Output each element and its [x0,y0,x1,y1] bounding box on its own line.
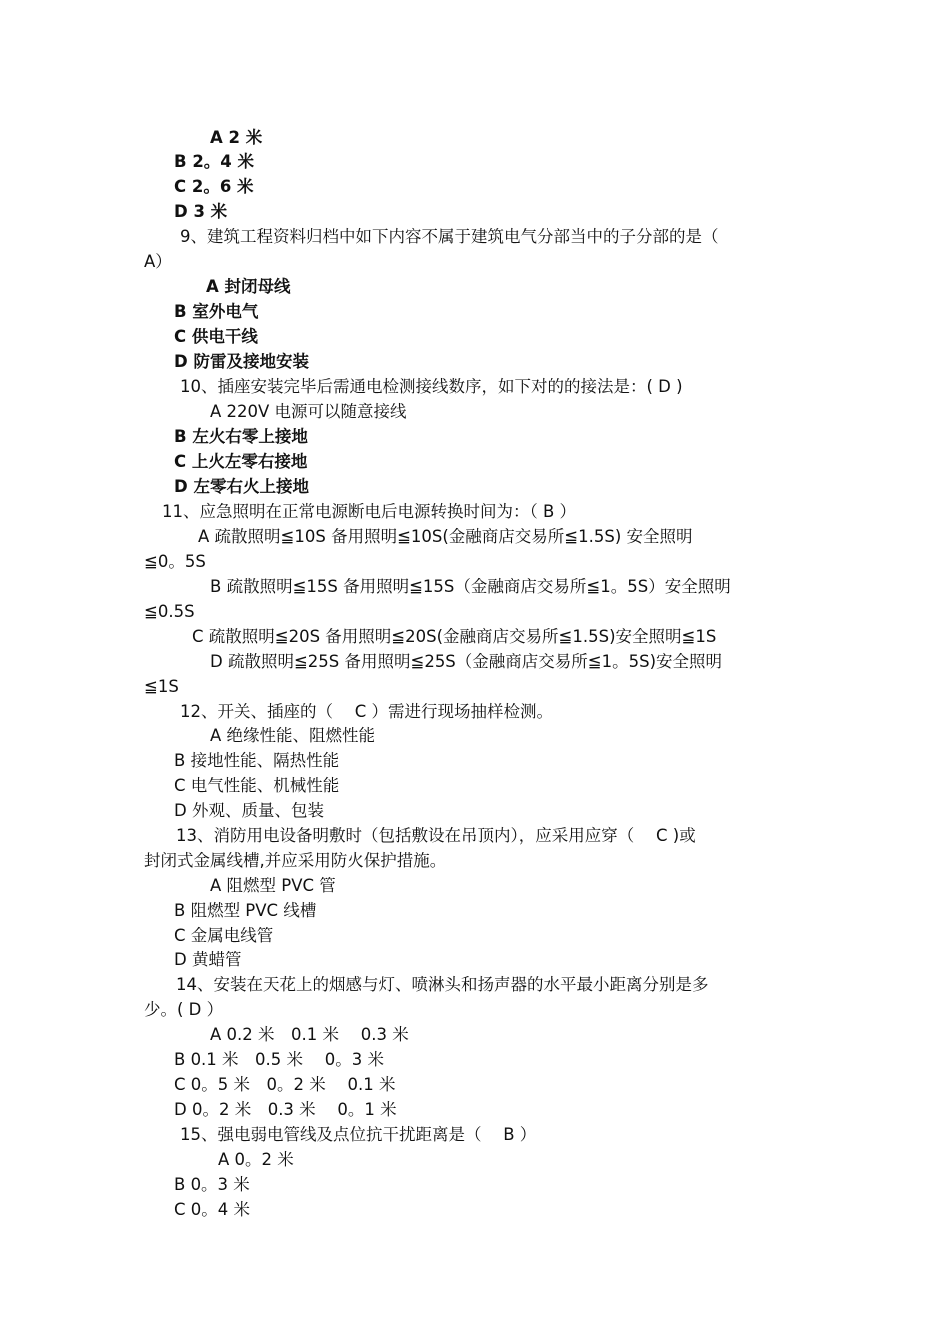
q12-option-d: D 外观、质量、包装 [174,801,324,820]
q13-option-a: A 阻燃型 PVC 管 [210,876,336,895]
q13-option-b: B 阻燃型 PVC 线槽 [174,901,317,920]
q9-question: 9、建筑工程资料归档中如下内容不属于建筑电气分部当中的子分部的是（ [180,227,719,246]
q11-option-c: C 疏散照明≦20S 备用照明≦20S(金融商店交易所≦1.5S)安全照明≦1S [192,627,717,646]
q10-option-b: B 左火右零上接地 [174,427,308,446]
q9-answer: A） [144,252,172,271]
q12-option-b: B 接地性能、隔热性能 [174,751,340,770]
q10-option-d: D 左零右火上接地 [174,477,309,496]
q13-option-c: C 金属电线管 [174,926,274,945]
q12-option-a: A 绝缘性能、阻燃性能 [210,726,376,745]
q15-option-b: B 0。3 米 [174,1175,250,1194]
q8-option-b: B 2。4 米 [174,152,255,171]
q11-question: 11、应急照明在正常电源断电后电源转换时间为：（ B ） [162,502,577,521]
q9-option-a: A 封闭母线 [206,277,291,296]
q15-option-a: A 0。2 米 [218,1150,294,1169]
q14-option-c: C 0。5 米 0。2 米 0.1 米 [174,1075,396,1094]
q10-option-a: A 220V 电源可以随意接线 [210,402,407,421]
q8-option-a: A 2 米 [210,128,263,147]
q9-option-c: C 供电干线 [174,327,258,346]
q10-option-c: C 上火左零右接地 [174,452,308,471]
q15-question: 15、强电弱电管线及点位抗干扰距离是（ B ） [180,1125,537,1144]
q13-question-cont: 封闭式金属线槽,并应采用防火保护措施。 [144,851,447,870]
q14-option-a: A 0.2 米 0.1 米 0.3 米 [210,1025,409,1044]
q11-option-b: B 疏散照明≦15S 备用照明≦15S（金融商店交易所≦1。5S）安全照明 [210,577,731,596]
q8-option-c: C 2。6 米 [174,177,254,196]
q13-question: 13、消防用电设备明敷时（包括敷设在吊顶内），应采用应穿（ C )或 [176,826,696,845]
q14-question: 14、安装在天花上的烟感与灯、喷淋头和扬声器的水平最小距离分别是多 [176,975,709,994]
q9-option-d: D 防雷及接地安装 [174,352,309,371]
q11-option-a-cont: ≦0。5S [144,552,206,571]
q10-question: 10、插座安装完毕后需通电检测接线数序，如下对的的接法是：( D ) [180,377,683,396]
q14-option-b: B 0.1 米 0.5 米 0。3 米 [174,1050,385,1069]
q14-question-cont: 少。( D ） [144,1000,224,1019]
q12-option-c: C 电气性能、机械性能 [174,776,340,795]
q9-option-b: B 室外电气 [174,302,259,321]
q15-option-c: C 0。4 米 [174,1200,251,1219]
q13-option-d: D 黄蜡管 [174,950,242,969]
q11-option-b-cont: ≦0.5S [144,602,195,621]
q11-option-a: A 疏散照明≦10S 备用照明≦10S(金融商店交易所≦1.5S) 安全照明 [198,527,693,546]
q14-option-d: D 0。2 米 0.3 米 0。1 米 [174,1100,397,1119]
q8-option-d: D 3 米 [174,202,228,221]
q12-question: 12、开关、插座的（ C ）需进行现场抽样检测。 [180,702,554,721]
q11-option-d-cont: ≦1S [144,677,179,696]
q11-option-d: D 疏散照明≦25S 备用照明≦25S（金融商店交易所≦1。5S)安全照明 [210,652,723,671]
